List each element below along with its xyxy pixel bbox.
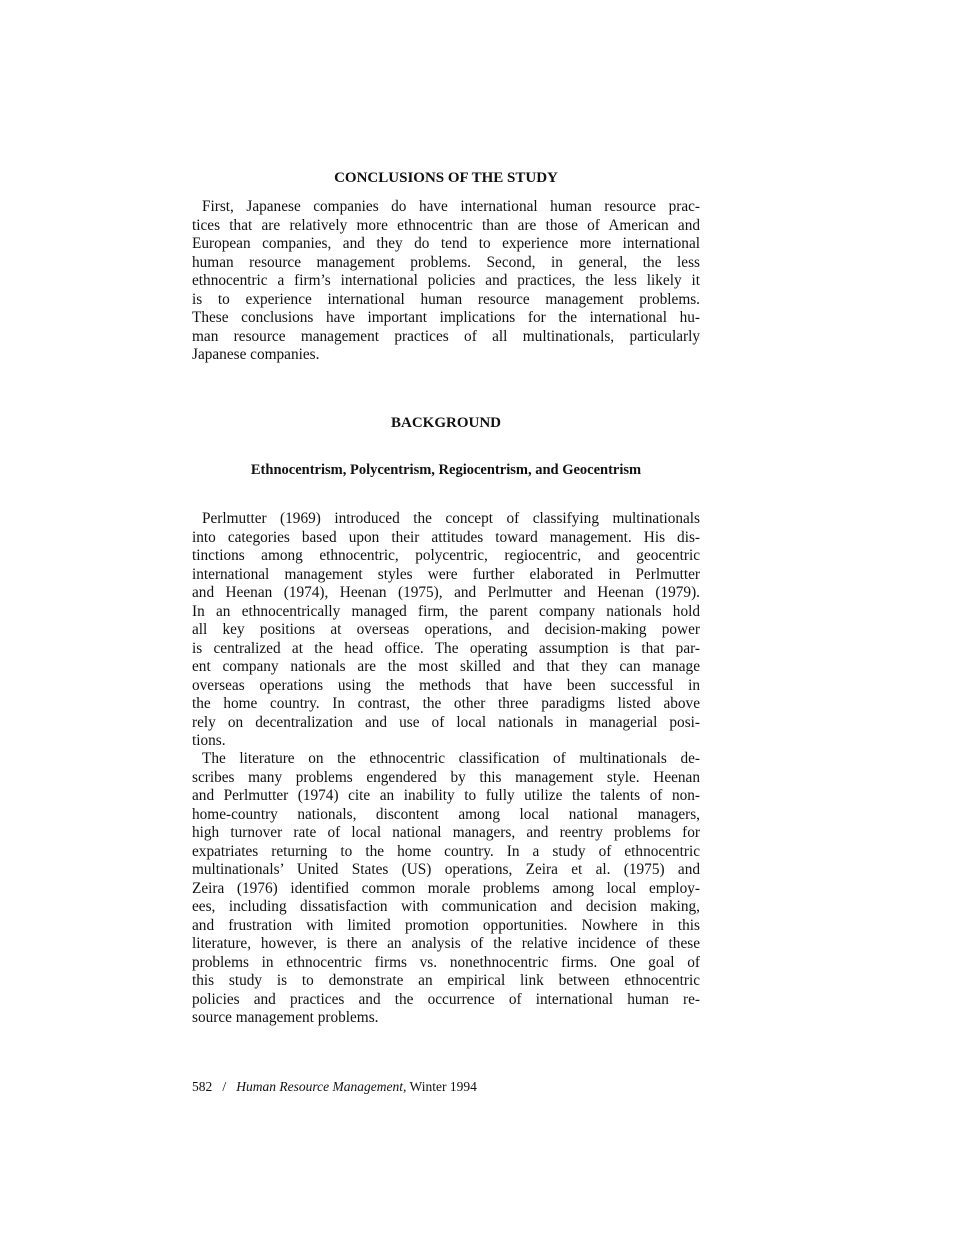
text-line: Perlmutter (1969) introduced the concept of classifying multinationals — [202, 510, 700, 527]
text-line: and Heenan (1974), Heenan (1975), and Perlmutter and Heenan (1979). — [192, 584, 700, 601]
footer-separator: / — [222, 1079, 227, 1094]
text-line: this study is to demonstrate an empirical link between ethnocentric — [192, 972, 700, 989]
text-line: rely on decentralization and use of local nationals in managerial posi- — [192, 713, 700, 731]
text-line: Zeira (1976) identified common morale problems among local employ- — [192, 879, 700, 897]
text-line: tions. — [192, 732, 226, 749]
page-number: 582 — [192, 1079, 213, 1094]
text-line: all key positions at overseas operations, and decision-making power — [192, 621, 700, 638]
text-line: man resource management practices of all multinationals, particularly — [192, 327, 700, 345]
text-line: is to experience international human resource management problems. — [192, 290, 700, 308]
text-line: ees, including dissatisfaction with communication and decision making, — [192, 898, 700, 915]
text-line: In an ethnocentrically managed firm, the parent company nationals hold — [192, 602, 700, 620]
background-paragraph-2 — [192, 750, 700, 1028]
text-line: ethnocentric a firm’s international policies and practices, the less likely it — [192, 272, 700, 289]
background-paragraph-1 — [192, 510, 700, 751]
text-line: high turnover rate of local national managers, and reentry problems for — [192, 824, 700, 841]
page-footer — [192, 1079, 477, 1095]
text-line: the home country. In contrast, the other three paradigms listed above — [192, 695, 700, 712]
text-line: The literature on the ethnocentric classification of multinationals de- — [202, 750, 700, 767]
text-line: scribes many problems engendered by this management style. Heenan — [192, 768, 700, 786]
text-line: human resource management problems. Second, in general, the less — [192, 253, 700, 271]
text-line: overseas operations using the methods that have been successful in — [192, 676, 700, 694]
text-line: ent company nationals are the most skilled and that they can manage — [192, 658, 700, 675]
text-line: into categories based upon their attitudes toward management. His dis- — [192, 528, 700, 546]
text-line: policies and practices and the occurrence of international human re- — [192, 990, 700, 1008]
text-line: These conclusions have important implications for the international hu- — [192, 309, 700, 326]
text-line: European companies, and they do tend to experience more international — [192, 235, 700, 252]
section-heading-background: BACKGROUND — [390, 415, 501, 431]
text-line: source management problems. — [192, 1009, 379, 1026]
text-line: Japanese companies. — [192, 346, 320, 363]
section-heading-conclusions: CONCLUSIONS OF THE STUDY — [334, 170, 558, 186]
text-line: tices that are relatively more ethnocentric than are those of American and — [192, 216, 700, 234]
text-line: and frustration with limited promotion opportunities. Nowhere in this — [192, 916, 700, 934]
text-line: tinctions among ethnocentric, polycentric, regiocentric, and geocentric — [192, 547, 700, 564]
subsection-heading: Ethnocentrism, Polycentrism, Regiocentrism, and Geocentrism — [250, 462, 642, 478]
conclusions-paragraph — [192, 198, 700, 365]
text-line: home-country nationals, discontent among local national managers, — [192, 805, 700, 823]
text-line: problems in ethnocentric firms vs. nonethnocentric firms. One goal of — [192, 953, 700, 971]
journal-issue: Winter 1994 — [409, 1079, 477, 1094]
text-line: expatriates returning to the home country. In a study of ethnocentric — [192, 842, 700, 860]
text-line: is centralized at the head office. The operating assumption is that par- — [192, 639, 700, 657]
text-line: and Perlmutter (1974) cite an inability to fully utilize the talents of non- — [192, 787, 700, 804]
journal-title: Human Resource Management, — [236, 1079, 407, 1094]
text-line: multinationals’ United States (US) operations, Zeira et al. (1975) and — [192, 861, 700, 878]
text-line: international management styles were further elaborated in Perlmutter — [192, 565, 700, 583]
text-line: literature, however, is there an analysis of the relative incidence of these — [192, 935, 700, 952]
text-line: First, Japanese companies do have international human resource prac- — [202, 198, 700, 215]
